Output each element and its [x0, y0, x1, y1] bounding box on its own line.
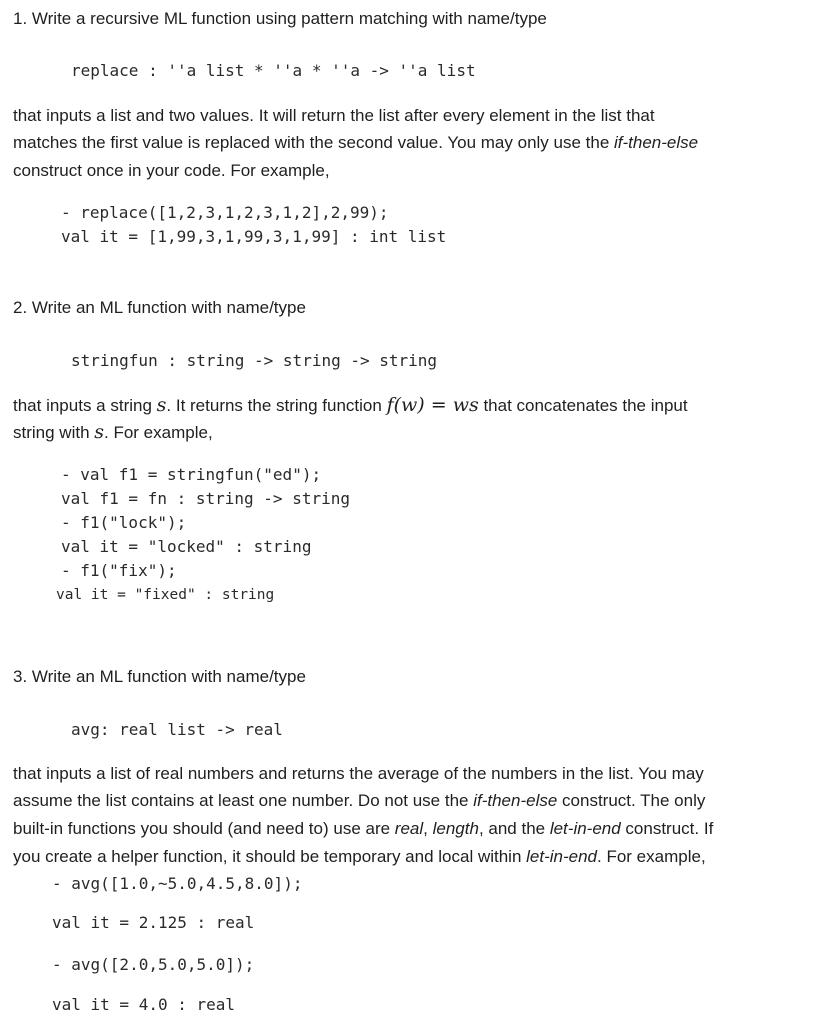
q3-desc-line1: that inputs a list of real numbers and returns the average of the numbers in the list. You may — [13, 764, 704, 783]
q2-example-line5: - f1("fix"); — [61, 561, 177, 580]
q2-signature: stringfun : string -> string -> string — [71, 351, 438, 370]
q3-example-line4: val it = 4.0 : real — [52, 995, 236, 1014]
q2-desc-line1: that inputs a string s. It returns the string function f(w) = ws that concatenates the input — [13, 394, 688, 416]
q3-example-line1: - avg([1.0,~5.0,4.5,8.0]); — [52, 874, 303, 893]
q1-example-output: val it = [1,99,3,1,99,3,1,99] : int list — [61, 227, 447, 246]
q3-desc-line4: you create a helper function, it should be temporary and local within let-in-end. For example, — [13, 847, 706, 866]
q1-desc-line1: that inputs a list and two values. It will return the list after every element in the list that — [13, 106, 655, 125]
q1-heading: 1. Write a recursive ML function using pattern matching with name/type — [13, 9, 547, 28]
q2-example-line3: - f1("lock"); — [61, 513, 187, 532]
q2-example-line1: - val f1 = stringfun("ed"); — [61, 465, 322, 484]
q2-var-s-2: s — [94, 421, 105, 443]
q2-example-line2: val f1 = fn : string -> string — [61, 489, 350, 508]
q1-desc-line2: matches the first value is replaced with the second value. You may only use the if-then-else — [13, 133, 699, 152]
q2-desc-line2: string with s. For example, — [13, 421, 213, 443]
q1-desc-line3: construct once in your code. For example, — [13, 161, 330, 180]
q2-formula: f(w) = ws — [386, 394, 479, 416]
q1-example-input: - replace([1,2,3,1,2,3,1,2],2,99); — [61, 203, 389, 222]
q3-example-line2: val it = 2.125 : real — [52, 913, 255, 932]
q2-example-line4: val it = "locked" : string — [61, 537, 312, 556]
q1-signature: replace : ''a list * ''a * ''a -> ''a list — [71, 61, 476, 80]
q1-emphasis: if-then-else — [614, 133, 699, 152]
q2-example-line6: val it = "fixed" : string — [56, 587, 275, 603]
q3-heading: 3. Write an ML function with name/type — [13, 667, 306, 686]
q2-var-s: s — [156, 394, 167, 416]
q3-example-line3: - avg([2.0,5.0,5.0]); — [52, 955, 255, 974]
q3-desc-line3: built-in functions you should (and need to) use are real, length, and the let-in-end construct. If — [13, 819, 714, 838]
q2-heading: 2. Write an ML function with name/type — [13, 298, 306, 317]
q3-signature: avg: real list -> real — [71, 720, 283, 739]
q3-desc-line2: assume the list contains at least one number. Do not use the if-then-else construct. The only — [13, 791, 706, 810]
